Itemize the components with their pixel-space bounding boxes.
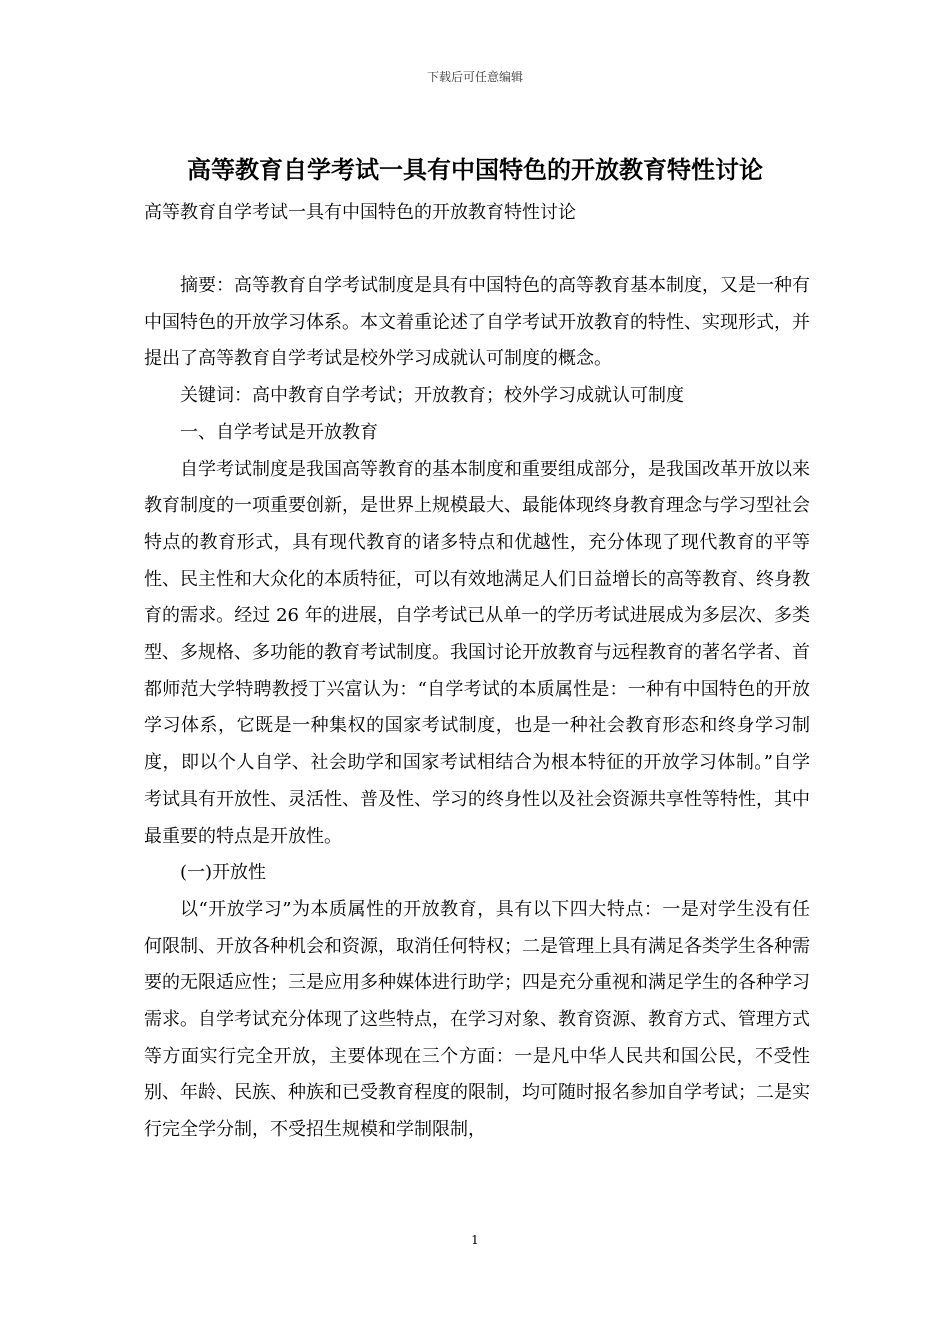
header-note: 下载后可任意编辑 [426, 70, 523, 84]
body-paragraph: 自学考试制度是我国高等教育的基本制度和重要组成部分，是我国改革开放以来教育制度的一项重要创新，是世界上规模最大、最能体现终身教育理念与学习型社会特点的教育形式，具有现代教育的诸多特点和优越性，充分体现了现代教育的平等性、民主性和大众化的本质特征，可以有效地满足人们日益增长的高等教育、终身教育的需求。经过 26 年的进展，自学考试已从单一的学历考试进展成为多层次、多类型、多规格、多功能的教育考试制度。我国讨论开放教育与远程教育的著名学者、首都师范大学特聘教授丁兴富认为：“自学考试的本质属性是：一种有中国特色的开放学习体系，它既是一种集权的国家考试制度，也是一种社会教育形态和终身学习制度，即以个人自学、社会助学和国家考试相结合为根本特征的开放学习体制。”自学考试具有开放性、灵活性、普及性、学习的终身性以及社会资源共享性等特性，其中最重要的特点是开放性。 [144, 458, 810, 847]
keywords-paragraph: 关键词：高中教育自学考试；开放教育；校外学习成就认可制度 [180, 385, 684, 407]
subsection-heading: (一)开放性 [180, 862, 267, 884]
document-title: 高等教育自学考试一具有中国特色的开放教育特性讨论 [187, 155, 763, 184]
section-heading: 一、自学考试是开放教育 [180, 421, 378, 443]
page-number: 1 [471, 1233, 479, 1247]
document-body [144, 268, 810, 1149]
abstract-paragraph: 摘要：高等教育自学考试制度是具有中国特色的高等教育基本制度，又是一种有中国特色的开放学习体系。本文着重论述了自学考试开放教育的特性、实现形式，并提出了高等教育自学考试是校外学习成就认可制度的概念。 [144, 275, 810, 370]
document-subtitle: 高等教育自学考试一具有中国特色的开放教育特性讨论 [144, 202, 576, 223]
body-paragraph: 以“开放学习”为本质属性的开放教育，具有以下四大特点：一是对学生没有任何限制、开放各种机会和资源，取消任何特权；二是管理上具有满足各类学生各种需要的无限适应性；三是应用多种媒体进行助学；四是充分重视和满足学生的各种学习需求。自学考试充分体现了这些特点，在学习对象、教育资源、教育方式、管理方式等方面实行完全开放，主要体现在三个方面：一是凡中华人民共和国公民，不受性别、年龄、民族、种族和已受教育程度的限制，均可随时报名参加自学考试；二是实行完全学分制，不受招生规模和学制限制， [144, 898, 810, 1141]
